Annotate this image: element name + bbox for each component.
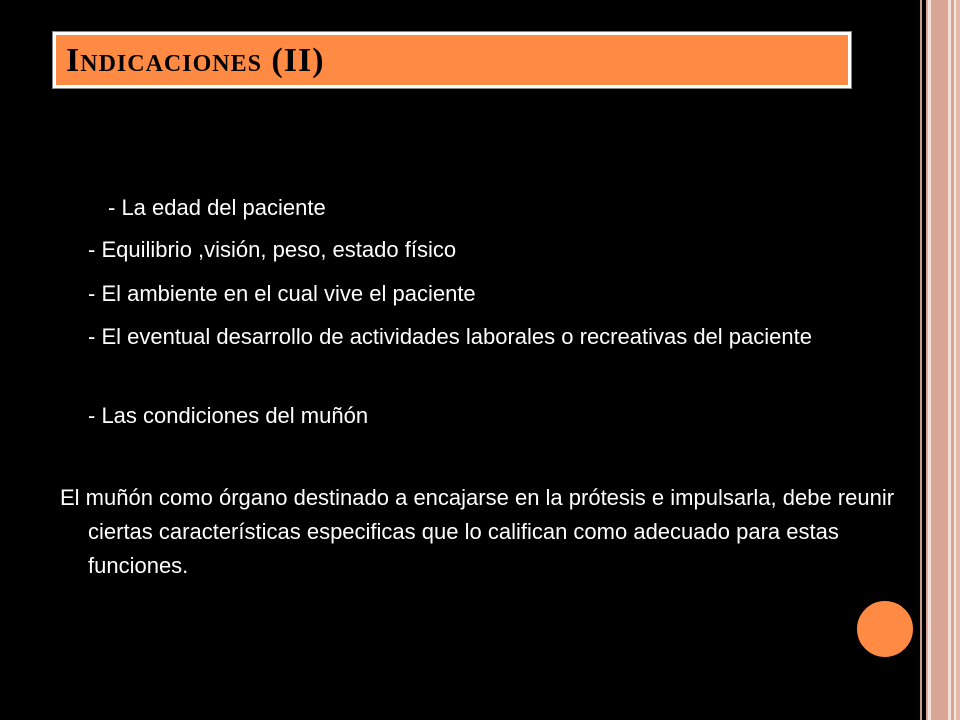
decorative-stripes [920, 0, 960, 720]
list-item-age: - La edad del paciente [108, 195, 326, 220]
list-item-environment: - El ambiente en el cual vive el paciente [88, 281, 476, 306]
slide-title: Indicaciones (II) [66, 42, 325, 79]
title-box [53, 32, 851, 88]
orange-circle-decoration [855, 599, 915, 659]
list-item-stump-conditions: - Las condiciones del muñón [88, 403, 369, 428]
stump-paragraph: El muñón como órgano destinado a encajarse en la prótesis e impulsarla, debe reunir ciertas características especificas que lo califican como adecuado para estas funciones. [60, 485, 895, 578]
list-item-balance: - Equilibrio ,visión, peso, estado físico [88, 237, 457, 262]
list-item-activities: - El eventual desarrollo de actividades laborales o recreativas del paciente [88, 324, 812, 349]
